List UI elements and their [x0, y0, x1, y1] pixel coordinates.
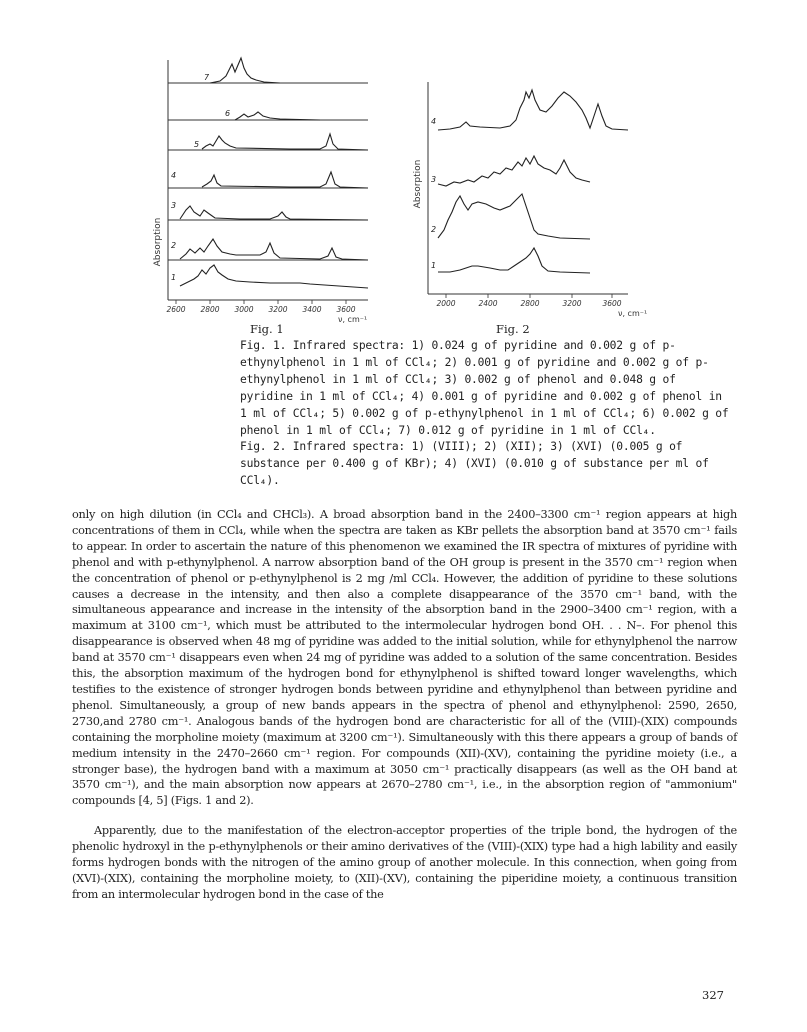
fig2-trace-label-1: 1: [431, 261, 437, 270]
body-text: [72, 507, 737, 903]
fig1-x-tick: 3400: [302, 305, 322, 314]
figure-1: [140, 50, 400, 330]
fig2-x-tick: 3200: [562, 299, 582, 308]
fig1-caption: [240, 337, 730, 439]
fig2-label: Fig. 2: [496, 322, 530, 336]
fig1-trace-label-1: 1: [171, 273, 177, 282]
fig2-caption-text: Fig. 2. Infrared spectra: 1) (VIII); 2) (XII); 3) (XVI) (0.005 g of substance per 0.400 g of KBr); 4) (XVI) (0.010 g of substance per ml of CCl₄).: [240, 440, 709, 487]
body-paragraph-1: only on high dilution (in CCl₄ and CHCl₃). A broad absorption band in the 2400–3300 cm⁻¹ region appears at high concentrations of them in CCl₄, while when the spectra are taken as KBr pellets the absorption band at 3570 cm⁻¹ fails to appear. In order to ascertain the nature of this phenomenon we examined the IR spectra of mixtures of pyridine with phenol and with p-ethynylphenol. A narrow absorption band of the OH group is present in the 3570 cm⁻¹ region when the concentration of phenol or p-ethynylphenol is 2 mg /ml CCl₄. However, the addition of pyridine to these solutions causes a decrease in the intensity, and then also a complete disappearance of the 3570 cm⁻¹ band, with the simultaneous appearance and increase in the intensity of the absorption band in the 2900–3400 cm⁻¹ region, with a maximum at 3100 cm⁻¹, which must be attributed to the intermolecular hydrogen bond OH. . . N–. For phenol this disappearance is observed when 48 mg of pyridine was added to the initial solution, while for ethynylphenol the narrow band at 3570 cm⁻¹ disappears even when 24 mg of pyridine was added to a solution of the same concentration. Besides this, the absorption maximum of the hydrogen bond for ethynylphenol is shifted toward longer wavelengths, which testifies to the existence of stronger hydrogen bonds between pyridine and ethynylphenol than between pyridine and phenol. Simultaneously, a group of new bands appears in the spectra of phenol and ethynylphenol: 2590, 2650, 2730,and 2780 cm⁻¹. Analogous bands of the hydrogen bond are characteristic for all of the (VIII)-(XIX) compounds containing the morpholine moiety (maximum at 3200 cm⁻¹). Simultaneously with this there appears a group of bands of medium intensity in the 2470–2660 cm⁻¹ region. For compounds (XII)-(XV), containing the pyridine moiety (i.e., a stronger base), the hydrogen band with a maximum at 3050 cm⁻¹ practically disappears (as well as the OH band at 3570 cm⁻¹), and the main absorption now appears at 2670–2780 cm⁻¹, i.e., in the absorption region of "ammonium" compounds [4, 5] (Figs. 1 and 2).: [72, 508, 737, 808]
fig1-trace-label-7: 7: [204, 73, 210, 82]
fig2-trace-label-4: 4: [431, 117, 437, 126]
fig2-caption: [240, 438, 730, 489]
fig1-caption-text: Fig. 1. Infrared spectra: 1) 0.024 g of pyridine and 0.002 g of p-ethynylphenol in 1 ml of CCl₄; 2) 0.001 g of pyridine and 0.002 g of p-ethynylphenol in 1 ml of CCl₄; 3) 0.002 g of phenol and 0.048 g of pyridine in 1 ml of CCl₄; 4) 0.001 g of pyridine and 0.002 g of phenol in 1 ml of CCl₄; 5) 0.002 g of p-ethynylphenol in 1 ml of CCl₄; 6) 0.002 g of phenol in 1 ml of CCl₄; 7) 0.012 g of pyridine in 1 ml of CCl₄.: [240, 339, 729, 437]
fig2-trace-label-2: 2: [431, 225, 437, 234]
fig1-x-tick: 3000: [234, 305, 254, 314]
fig1-trace-label-2: 2: [171, 241, 177, 250]
fig1-trace-label-5: 5: [194, 140, 200, 149]
fig1-x-tick: 2600: [166, 305, 186, 314]
fig1-x-tick: 3200: [268, 305, 288, 314]
fig1-x-tick: 3600: [336, 305, 356, 314]
fig2-x-tick: 2800: [520, 299, 540, 308]
figure-2: [400, 72, 680, 322]
fig2-x-tick: 3600: [602, 299, 622, 308]
fig2-x-unit: ν, cm⁻¹: [618, 309, 648, 318]
fig1-trace-label-4: 4: [171, 171, 177, 180]
body-paragraph-2: Apparently, due to the manifestation of the electron-acceptor properties of the triple bond, the hydrogen of the phenolic hydroxyl in the p-ethynylphenols or their amino derivatives of the (VIII)-(XIX) type had a high lability and easily forms hydrogen bonds with the nitrogen of the amino group of another molecule. In this connection, when going from (XVI)-(XIX), containing the morpholine moiety, to (XII)-(XV), containing the piperidine moiety, a continuous transition from an intermolecular hydrogen bond in the case of the: [72, 824, 737, 901]
fig2-trace-label-3: 3: [431, 175, 437, 184]
fig2-x-tick: 2000: [436, 299, 456, 308]
fig1-x-unit: ν, cm⁻¹: [338, 315, 368, 324]
page-number: 327: [702, 988, 724, 1002]
fig1-trace-label-3: 3: [171, 201, 177, 210]
fig2-y-axis-label: Absorption: [413, 159, 423, 209]
fig1-x-tick: 2800: [200, 305, 220, 314]
fig1-y-axis-label: Absorption: [153, 217, 163, 267]
fig1-trace-label-6: 6: [225, 109, 231, 118]
fig1-label: Fig. 1: [250, 322, 284, 336]
fig2-x-tick: 2400: [478, 299, 498, 308]
